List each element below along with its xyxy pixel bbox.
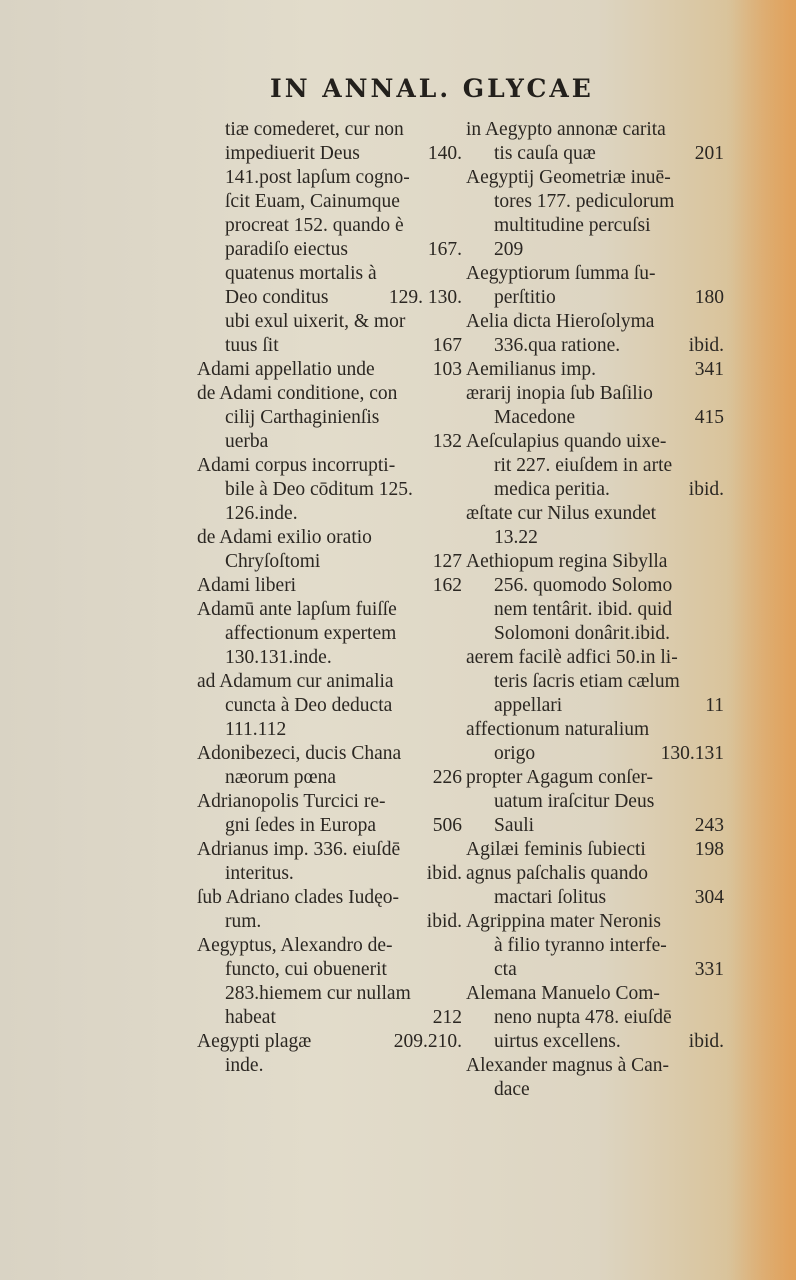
entry-text: affectionum naturalium bbox=[466, 719, 650, 740]
index-entry-line bbox=[197, 694, 462, 718]
entry-text: medica peritia. bbox=[494, 479, 610, 500]
entry-text: Adami corpus incorrupti- bbox=[197, 455, 396, 476]
entry-text: à filio tyranno interfe- bbox=[494, 935, 667, 956]
entry-text: Adonibezeci, ducis Chana bbox=[197, 743, 402, 764]
entry-text: Aegypti plagæ bbox=[197, 1031, 312, 1052]
entry-text: affectionum expertem bbox=[225, 623, 397, 644]
entry-text: Aegyptus, Alexandro de- bbox=[197, 935, 393, 956]
index-entry-line bbox=[466, 118, 724, 142]
index-entry-line bbox=[197, 718, 462, 742]
page-reference: 132 bbox=[432, 431, 462, 452]
entry-text: 336.qua ratione. bbox=[494, 335, 621, 356]
entry-text: uatum iraſcitur Deus bbox=[494, 791, 655, 812]
index-entry-line bbox=[466, 526, 724, 550]
page-reference: 11 bbox=[705, 695, 724, 716]
index-entry-line bbox=[466, 310, 724, 334]
index-entry-line bbox=[197, 406, 462, 430]
page-reference: 243 bbox=[694, 815, 724, 836]
entry-text: quatenus mortalis à bbox=[225, 263, 377, 284]
entry-text: cta bbox=[494, 959, 517, 980]
entry-text: propter Agagum conſer- bbox=[466, 767, 653, 788]
entry-text: impediuerit Deus bbox=[225, 143, 360, 164]
entry-text: tuus ſit bbox=[225, 335, 279, 356]
index-entry-line bbox=[466, 262, 724, 286]
entry-text: Adami liberi bbox=[197, 575, 297, 596]
page-reference: 209.210. bbox=[393, 1031, 462, 1052]
page-reference: 180 bbox=[694, 287, 724, 308]
index-entry-line bbox=[197, 910, 462, 934]
page-reference: ibid. bbox=[426, 863, 462, 884]
entry-text: ubi exul uixerit, & mor bbox=[225, 311, 406, 332]
entry-text: Adamū ante lapſum fuiſſe bbox=[197, 599, 397, 620]
entry-text: 256. quomodo Solomo bbox=[494, 575, 673, 596]
index-entry-line bbox=[466, 838, 724, 862]
index-entry-line bbox=[466, 406, 724, 430]
index-entry-line bbox=[466, 766, 724, 790]
entry-text: Alemana Manuelo Com- bbox=[466, 983, 660, 1004]
page-stain bbox=[726, 0, 796, 1280]
page-reference: ibid. bbox=[688, 1031, 724, 1052]
entry-text: de Adami conditione, con bbox=[197, 383, 398, 404]
index-entry-line bbox=[466, 550, 724, 574]
entry-text: Adrianus imp. 336. eiuſdē bbox=[197, 839, 401, 860]
index-entry-line bbox=[466, 286, 724, 310]
index-entry-line bbox=[466, 790, 724, 814]
entry-text: 111.112 bbox=[225, 719, 287, 740]
page-reference: 129. 130. bbox=[388, 287, 462, 308]
entry-text: cilij Carthaginienſis bbox=[225, 407, 380, 428]
index-entry-line bbox=[197, 310, 462, 334]
entry-text: ærarij inopia ſub Baſilio bbox=[466, 383, 653, 404]
index-entry-line bbox=[466, 1054, 724, 1078]
index-entry-line bbox=[466, 694, 724, 718]
index-entry-line bbox=[466, 646, 724, 670]
index-entry-line bbox=[466, 454, 724, 478]
index-entry-line bbox=[466, 1006, 724, 1030]
index-entry-line bbox=[466, 214, 724, 238]
page-reference: 198 bbox=[694, 839, 724, 860]
entry-text: Chryſoſtomi bbox=[225, 551, 321, 572]
entry-text: Alexander magnus à Can- bbox=[466, 1055, 670, 1076]
entry-text: Aegyptij Geometriæ inuē- bbox=[466, 167, 671, 188]
index-entry-line bbox=[197, 262, 462, 286]
entry-text: neno nupta 478. eiuſdē bbox=[494, 1007, 672, 1028]
index-entry-line bbox=[466, 334, 724, 358]
page-reference: ibid. bbox=[688, 479, 724, 500]
index-entry-line bbox=[197, 430, 462, 454]
entry-text: 130.131.inde. bbox=[225, 647, 332, 668]
index-entry-line bbox=[466, 382, 724, 406]
index-entry-line bbox=[197, 622, 462, 646]
index-entry-line bbox=[466, 238, 724, 262]
index-entry-line bbox=[197, 1054, 462, 1078]
entry-text: 13.22 bbox=[494, 527, 538, 548]
entry-text: gni ſedes in Europa bbox=[225, 815, 377, 836]
index-entry-line bbox=[197, 358, 462, 382]
running-header: IN ANNAL. GLYCAE bbox=[270, 74, 594, 103]
index-entry-line bbox=[197, 1030, 462, 1054]
index-entry-line bbox=[197, 214, 462, 238]
index-entry-line bbox=[197, 982, 462, 1006]
entry-text: æſtate cur Nilus exundet bbox=[466, 503, 657, 524]
index-entry-line bbox=[466, 670, 724, 694]
page-reference: 167 bbox=[432, 335, 462, 356]
entry-text: Sauli bbox=[494, 815, 535, 836]
index-entry-line bbox=[197, 958, 462, 982]
entry-text: agnus paſchalis quando bbox=[466, 863, 648, 884]
entry-text: aerem facilè adfici 50.in li- bbox=[466, 647, 678, 668]
page-reference: 130.131 bbox=[660, 743, 724, 764]
index-entry-line bbox=[466, 142, 724, 166]
index-entry-line bbox=[197, 238, 462, 262]
entry-text: functo, cui obuenerit bbox=[225, 959, 387, 980]
index-entry-line bbox=[466, 574, 724, 598]
entry-text: multitudine percuſsi bbox=[494, 215, 651, 236]
right-index-column bbox=[466, 118, 724, 1102]
index-entry-line bbox=[466, 934, 724, 958]
index-entry-line bbox=[466, 622, 724, 646]
index-entry-line bbox=[466, 742, 724, 766]
index-entry-line bbox=[466, 190, 724, 214]
index-entry-line bbox=[197, 382, 462, 406]
entry-text: Aeſculapius quando uixe- bbox=[466, 431, 667, 452]
index-entry-line bbox=[197, 574, 462, 598]
index-entry-line bbox=[466, 886, 724, 910]
entry-text: Aethiopum regina Sibylla bbox=[466, 551, 668, 572]
entry-text: origo bbox=[494, 743, 536, 764]
page-reference: 127 bbox=[432, 551, 462, 572]
index-entry-line bbox=[197, 838, 462, 862]
entry-text: appellari bbox=[494, 695, 563, 716]
index-entry-line bbox=[197, 118, 462, 142]
entry-text: bile à Deo cōditum 125. bbox=[225, 479, 413, 500]
entry-text: in Aegypto annonæ carita bbox=[466, 119, 666, 140]
page-reference: 331 bbox=[694, 959, 724, 980]
index-entry-line bbox=[466, 982, 724, 1006]
page-reference: 201 bbox=[694, 143, 724, 164]
page-reference: 506 bbox=[432, 815, 462, 836]
entry-text: procreat 152. quando è bbox=[225, 215, 404, 236]
entry-text: rum. bbox=[225, 911, 262, 932]
page-reference: ibid. bbox=[426, 911, 462, 932]
entry-text: nem tentârit. ibid. quid bbox=[494, 599, 673, 620]
index-entry-line bbox=[197, 478, 462, 502]
entry-text: perſtitio bbox=[494, 287, 556, 308]
entry-text: Agrippina mater Neronis bbox=[466, 911, 661, 932]
index-entry-line bbox=[197, 886, 462, 910]
entry-text: interitus. bbox=[225, 863, 294, 884]
entry-text: Aelia dicta Hieroſolyma bbox=[466, 311, 655, 332]
page-reference: 103 bbox=[432, 359, 462, 380]
entry-text: Agilæi feminis ſubiecti bbox=[466, 839, 646, 860]
entry-text: de Adami exilio oratio bbox=[197, 527, 372, 548]
left-index-column bbox=[197, 118, 462, 1078]
index-entry-line bbox=[466, 478, 724, 502]
entry-text: Adami appellatio unde bbox=[197, 359, 375, 380]
entry-text: Aegyptiorum ſumma ſu- bbox=[466, 263, 656, 284]
entry-text: Aemilianus imp. bbox=[466, 359, 596, 380]
page-reference: 415 bbox=[694, 407, 724, 428]
entry-text: 283.hiemem cur nullam bbox=[225, 983, 411, 1004]
page-reference: 162 bbox=[432, 575, 462, 596]
index-entry-line bbox=[197, 766, 462, 790]
entry-text: ad Adamum cur animalia bbox=[197, 671, 394, 692]
index-entry-line bbox=[197, 646, 462, 670]
entry-text: teris ſacris etiam cælum bbox=[494, 671, 680, 692]
entry-text: uirtus excellens. bbox=[494, 1031, 621, 1052]
entry-text: ſcit Euam, Cainumque bbox=[225, 191, 400, 212]
entry-text: uerba bbox=[225, 431, 269, 452]
page-reference: 341 bbox=[694, 359, 724, 380]
index-entry-line bbox=[197, 742, 462, 766]
index-entry-line bbox=[466, 862, 724, 886]
index-entry-line bbox=[197, 334, 462, 358]
index-entry-line bbox=[197, 670, 462, 694]
entry-text: ſub Adriano clades Iudęo- bbox=[197, 887, 399, 908]
entry-text: rit 227. eiuſdem in arte bbox=[494, 455, 673, 476]
index-entry-line bbox=[466, 814, 724, 838]
entry-text: 141.post lapſum cogno- bbox=[225, 167, 410, 188]
index-entry-line bbox=[197, 934, 462, 958]
page-reference: ibid. bbox=[688, 335, 724, 356]
index-entry-line bbox=[197, 598, 462, 622]
page-reference: 304 bbox=[694, 887, 724, 908]
index-entry-line bbox=[466, 598, 724, 622]
entry-text: 209 bbox=[494, 239, 524, 260]
entry-text: tiæ comederet, cur non bbox=[225, 119, 404, 140]
entry-text: Adrianopolis Turcici re- bbox=[197, 791, 386, 812]
index-entry-line bbox=[197, 190, 462, 214]
index-entry-line bbox=[197, 862, 462, 886]
index-entry-line bbox=[197, 502, 462, 526]
index-entry-line bbox=[466, 430, 724, 454]
entry-text: 126.inde. bbox=[225, 503, 298, 524]
page-reference: 212 bbox=[432, 1007, 462, 1028]
index-entry-line bbox=[197, 790, 462, 814]
entry-text: Macedone bbox=[494, 407, 576, 428]
index-entry-line bbox=[466, 166, 724, 190]
page-reference: 167. bbox=[427, 239, 462, 260]
entry-text: næorum pœna bbox=[225, 767, 337, 788]
index-entry-line bbox=[466, 1030, 724, 1054]
entry-text: tores 177. pediculorum bbox=[494, 191, 675, 212]
index-entry-line bbox=[466, 910, 724, 934]
entry-text: Deo conditus bbox=[225, 287, 329, 308]
index-entry-line bbox=[466, 502, 724, 526]
index-entry-line bbox=[197, 454, 462, 478]
index-entry-line bbox=[197, 166, 462, 190]
entry-text: inde. bbox=[225, 1055, 264, 1076]
index-entry-line bbox=[197, 526, 462, 550]
page-reference: 226 bbox=[432, 767, 462, 788]
entry-text: cuncta à Deo deducta bbox=[225, 695, 393, 716]
index-entry-line bbox=[466, 718, 724, 742]
index-entry-line bbox=[197, 142, 462, 166]
index-entry-line bbox=[197, 550, 462, 574]
index-entry-line bbox=[197, 814, 462, 838]
index-entry-line bbox=[466, 358, 724, 382]
entry-text: tis cauſa quæ bbox=[494, 143, 596, 164]
page-reference: 140. bbox=[427, 143, 462, 164]
index-entry-line bbox=[466, 958, 724, 982]
entry-text: dace bbox=[494, 1079, 530, 1100]
entry-text: mactari ſolitus bbox=[494, 887, 607, 908]
index-entry-line bbox=[197, 286, 462, 310]
entry-text: habeat bbox=[225, 1007, 276, 1028]
index-entry-line bbox=[466, 1078, 724, 1102]
index-entry-line bbox=[197, 1006, 462, 1030]
entry-text: paradiſo eiectus bbox=[225, 239, 348, 260]
entry-text: Solomoni donârit.ibid. bbox=[494, 623, 671, 644]
